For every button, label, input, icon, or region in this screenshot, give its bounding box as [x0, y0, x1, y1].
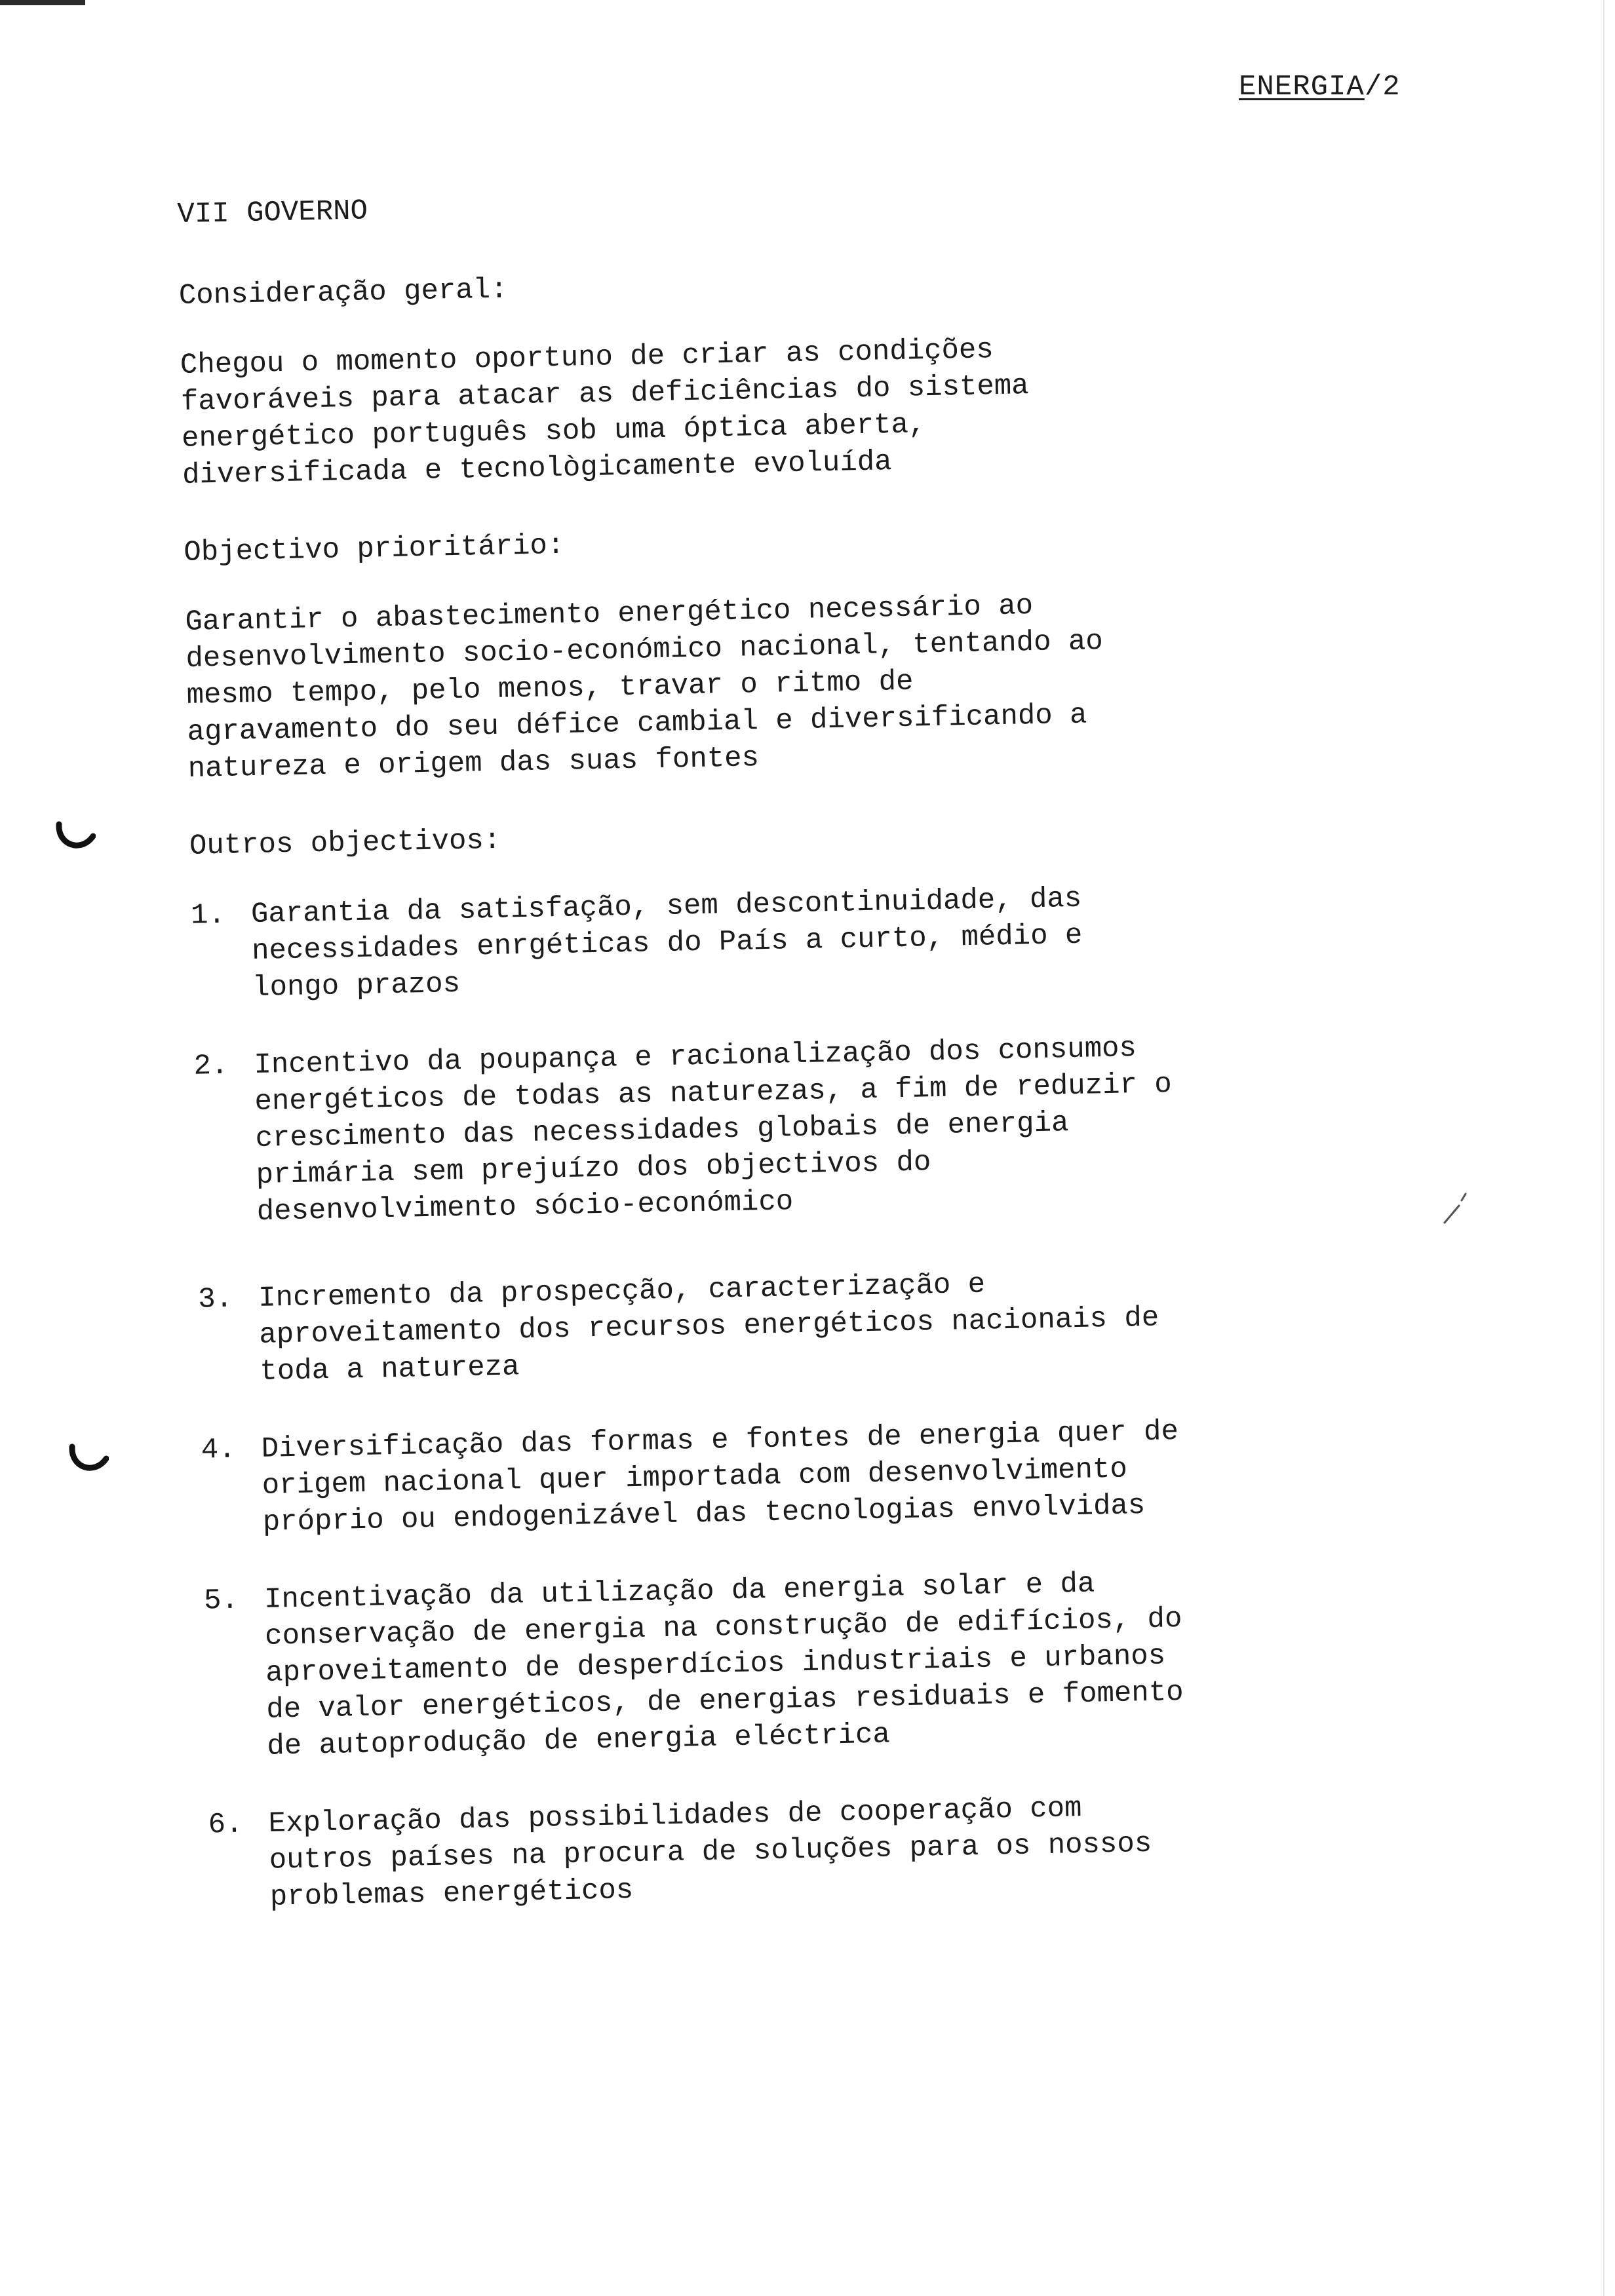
objective-number: 6.	[208, 1808, 244, 1842]
handwritten-check-mark	[68, 1439, 109, 1480]
objective-number: 3.	[197, 1282, 233, 1316]
objective-number: 4.	[201, 1433, 237, 1467]
page-reference-topic: ENERGIA	[1239, 71, 1365, 104]
objective-number: 5.	[203, 1584, 239, 1618]
objective-text: Incentivo da poupança e racionalização dos consumos energéticos de todas as naturezas, a fim de reduzir o crescimento das necessidades globais de energia primária sem prejuízo dos objectivos do desenvolvimento sócio-económico	[253, 1032, 1173, 1229]
objective-number: 2.	[193, 1049, 229, 1083]
priority-objective-label: Objectivo prioritário:	[183, 529, 565, 569]
objective-text: Diversificação das formas e fontes de energia quer de origem nacional quer importada com desenvolvimento próprio ou endogenizável das tecnologias envolvidas	[261, 1415, 1179, 1539]
list-item	[204, 1564, 1190, 1767]
objective-text: Incentivação da utilização da energia solar e da conservação de energia na construção de edifícios, do aproveitamento de desperdícios industriais e urbanos de valor energéticos, de energias residuais e fomento de autoprodução de energia eléctrica	[263, 1567, 1184, 1763]
list-item	[201, 1413, 1186, 1542]
list-item	[191, 879, 1176, 1008]
objectives-list	[191, 879, 1194, 1917]
list-item	[208, 1788, 1193, 1917]
other-objectives-label: Outros objectivos:	[189, 824, 501, 863]
scan-edge-mark	[0, 0, 85, 5]
objective-number: 1.	[190, 898, 226, 932]
page-reference-number: /2	[1364, 71, 1401, 104]
pencil-stroke-mark	[1442, 1186, 1468, 1225]
handwritten-check-mark	[55, 816, 96, 857]
objective-text: Exploração das possibilidades de cooperação com outros países na procura de soluções para os nossos problemas energéticos	[268, 1791, 1152, 1914]
page-reference	[1239, 71, 1401, 104]
objective-text: Garantia da satisfação, sem descontinuidade, das necessidades enrgéticas do País a curto, médio e longo prazos	[250, 882, 1083, 1005]
priority-objective-text: Garantir o abastecimento energético necessário ao desenvolvimento socio-económico nacional, tentando ao mesmo tempo, pelo menos, travar o ritmo de agravamento do seu défice cambial e diversificando a natureza e origem das suas fontes	[184, 590, 1104, 786]
document-body	[177, 178, 1193, 1917]
objective-text: Incremento da prospecção, caracterização e aproveitamento dos recursos energéticos nacionais de toda a natureza	[258, 1268, 1159, 1388]
page-edge-shadow	[1603, 0, 1605, 2296]
general-consideration-label: Consideração geral:	[178, 273, 508, 313]
government-heading: VII GOVERNO	[177, 195, 368, 231]
list-item	[193, 1029, 1180, 1232]
general-consideration-text: Chegou o momento oportuno de criar as condições favoráveis para atacar as deficiências do sistema energético português sob uma óptica aberta, diversificada e tecnològicamente evoluída	[180, 334, 1030, 492]
list-item	[198, 1263, 1183, 1392]
